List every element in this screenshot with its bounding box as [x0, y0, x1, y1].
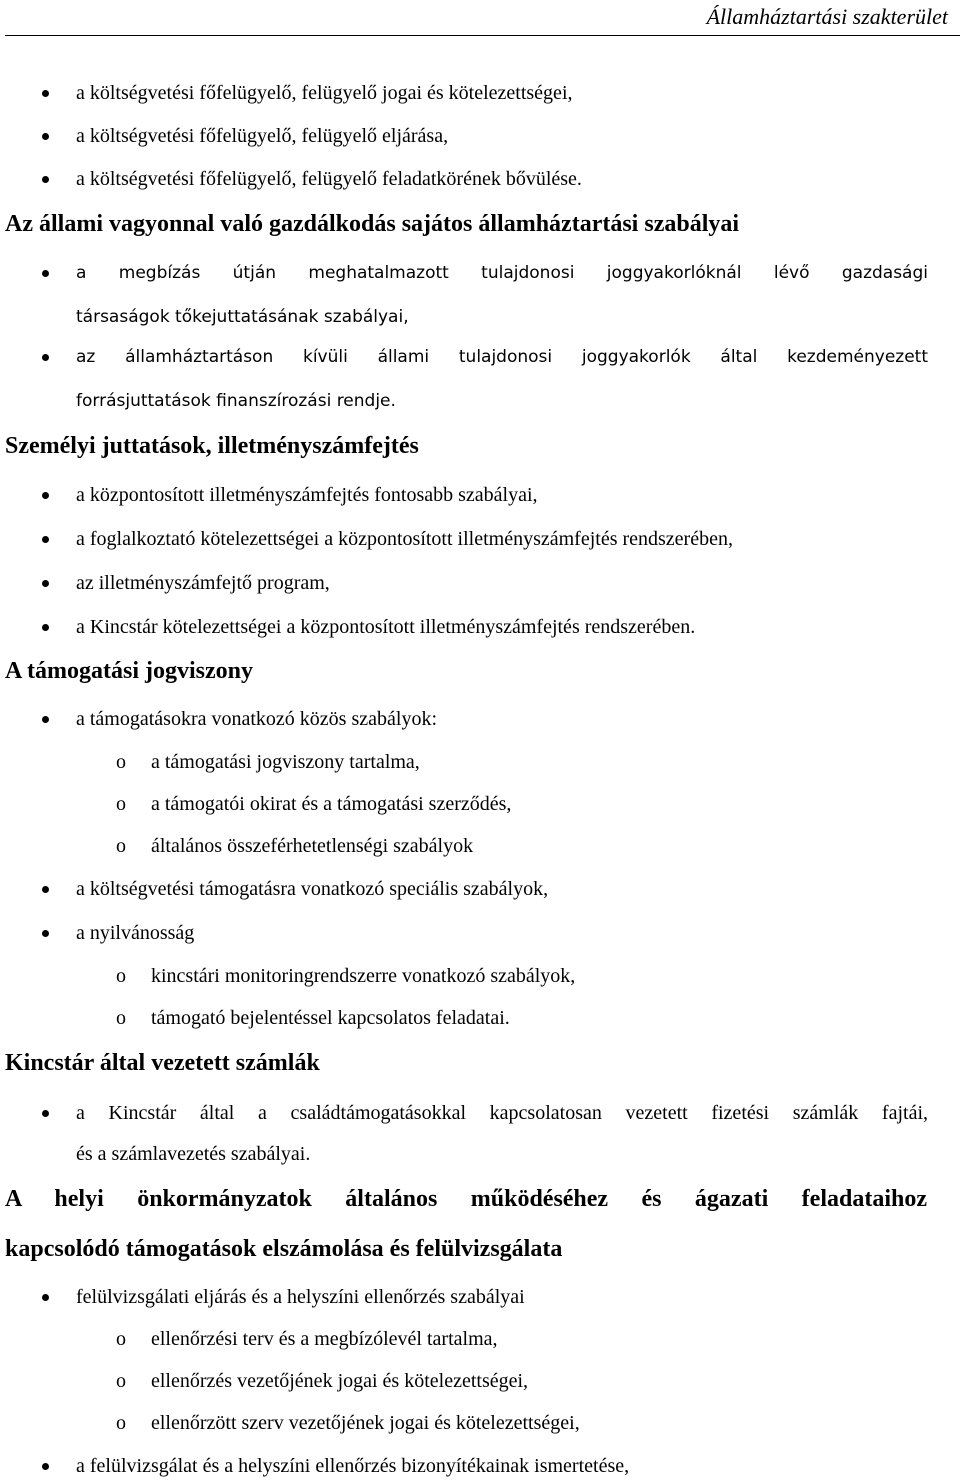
list-item: a megbízás útján meghatalmazott tulajdonosi joggyakorlóknál lévő gazdasági	[76, 263, 928, 283]
section-heading-continuation: kapcsolódó támogatások elszámolása és felülvizsgálata	[5, 1236, 563, 1262]
list-item: a támogatásokra vonatkozó közös szabályok:	[76, 708, 437, 730]
sub-list-item: ellenőrzési terv és a megbízólevél tartalma,	[151, 1328, 498, 1350]
sub-bullet-icon: o	[116, 1370, 126, 1392]
page-header	[0, 0, 960, 38]
sub-bullet-icon: o	[116, 1007, 126, 1029]
bullet-icon	[42, 1294, 49, 1301]
bullet-icon	[42, 270, 49, 277]
list-item: a Kincstár által a családtámogatásokkal kapcsolatosan vezetett fizetési számlák fajtái,	[76, 1102, 928, 1124]
section-heading: A támogatási jogviszony	[5, 658, 253, 684]
sub-list-item: támogató bejelentéssel kapcsolatos feladatai.	[151, 1007, 510, 1029]
list-item: az államháztartáson kívüli állami tulajdonosi joggyakorlók által kezdeményezett	[76, 347, 928, 367]
sub-list-item: általános összeférhetetlenségi szabályok	[151, 835, 474, 857]
sub-bullet-icon: o	[116, 751, 126, 773]
list-item: az illetményszámfejtő program,	[76, 572, 330, 594]
page-header-title: Államháztartási szakterület	[706, 4, 948, 29]
list-item: a foglalkoztató kötelezettségei a központosított illetményszámfejtés rendszerében,	[76, 528, 733, 550]
list-item: a költségvetési főfelügyelő, felügyelő eljárása,	[76, 125, 449, 147]
sub-list-item: kincstári monitoringrendszerre vonatkozó szabályok,	[151, 965, 576, 987]
sub-bullet-icon: o	[116, 835, 126, 857]
bullet-icon	[42, 580, 49, 587]
bullet-icon	[42, 536, 49, 543]
section-heading: Az állami vagyonnal való gazdálkodás sajátos államháztartási szabályai	[5, 211, 740, 237]
list-item: a költségvetési támogatásra vonatkozó speciális szabályok,	[76, 878, 549, 900]
list-item: felülvizsgálati eljárás és a helyszíni ellenőrzés szabályai	[76, 1286, 525, 1308]
bullet-icon	[42, 354, 49, 361]
bullet-icon	[42, 1463, 49, 1470]
sub-bullet-icon: o	[116, 1412, 126, 1434]
list-item: a Kincstár kötelezettségei a központosított illetményszámfejtés rendszerében.	[76, 616, 696, 638]
sub-list-item: ellenőrzés vezetőjének jogai és kötelezettségei,	[151, 1370, 529, 1392]
list-item: a nyilvánosság	[76, 922, 195, 944]
section-heading: Kincstár által vezetett számlák	[5, 1050, 320, 1076]
bullet-icon	[42, 886, 49, 893]
list-item: a költségvetési főfelügyelő, felügyelő jogai és kötelezettségei,	[76, 82, 573, 104]
sub-list-item: ellenőrzött szerv vezetőjének jogai és kötelezettségei,	[151, 1412, 580, 1434]
bullet-icon	[42, 492, 49, 499]
list-item: a felülvizsgálat és a helyszíni ellenőrzés bizonyítékainak ismertetése,	[76, 1455, 630, 1477]
section-heading: Személyi juttatások, illetményszámfejtés	[5, 433, 419, 459]
bullet-icon	[42, 716, 49, 723]
bullet-icon	[42, 1110, 49, 1117]
sub-bullet-icon: o	[116, 965, 126, 987]
list-item-continuation: forrásjuttatások finanszírozási rendje.	[76, 391, 396, 411]
bullet-icon	[42, 176, 49, 183]
list-item: a központosított illetményszámfejtés fontosabb szabályai,	[76, 484, 538, 506]
bullet-icon	[42, 930, 49, 937]
bullet-icon	[42, 133, 49, 140]
sub-list-item: a támogatási jogviszony tartalma,	[151, 751, 420, 773]
bullet-icon	[42, 90, 49, 97]
bullet-icon	[42, 624, 49, 631]
sub-list-item: a támogatói okirat és a támogatási szerződés,	[151, 793, 512, 815]
sub-bullet-icon: o	[116, 1328, 126, 1350]
header-rule	[5, 35, 960, 36]
section-heading: A helyi önkormányzatok általános működéséhez és ágazati feladataihoz	[5, 1186, 927, 1212]
sub-bullet-icon: o	[116, 793, 126, 815]
list-item-continuation: társaságok tőkejuttatásának szabályai,	[76, 307, 409, 327]
list-item-continuation: és a számlavezetés szabályai.	[76, 1143, 311, 1165]
list-item: a költségvetési főfelügyelő, felügyelő feladatkörének bővülése.	[76, 168, 582, 190]
